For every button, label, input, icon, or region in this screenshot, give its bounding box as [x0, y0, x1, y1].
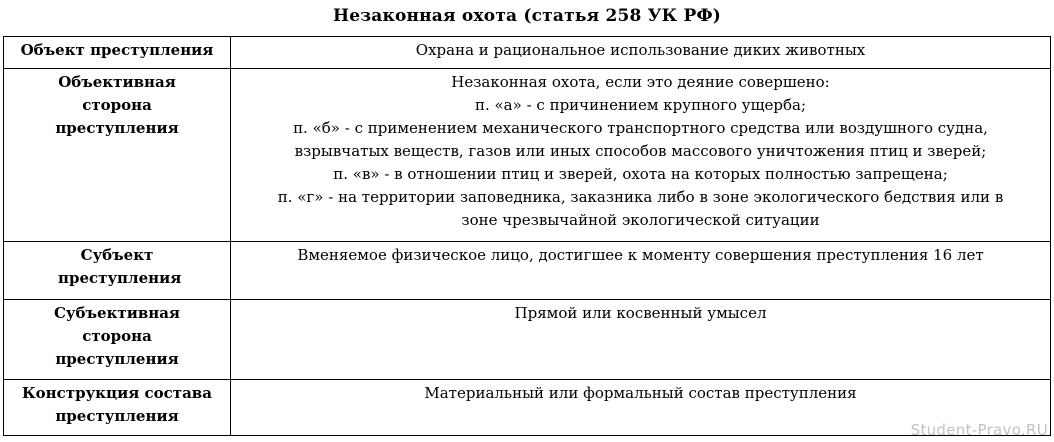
- row-content-subjective-side: [231, 300, 1051, 380]
- row-label-construction-text: Конструкция состава преступления: [22, 384, 212, 425]
- content-line: Прямой или косвенный умысел: [514, 304, 767, 322]
- content-line: взрывчатых веществ, газов или иных способов массового уничтожения птиц и зверей;: [294, 142, 987, 160]
- row-label-object: Объект преступления: [4, 37, 231, 69]
- table-row-construction: [4, 380, 1051, 436]
- content-line: п. «б» - с применением механического транспортного средства или воздушного судна,: [293, 119, 988, 137]
- table-row-objective-side: [4, 69, 1051, 242]
- content-line: Незаконная охота, если это деяние совершено:: [451, 73, 830, 91]
- content-line: п. «а» - с причинением крупного ущерба;: [474, 96, 807, 114]
- row-label-objective-side: [4, 69, 231, 242]
- row-label-subject: [4, 242, 231, 300]
- crime-elements-table: [3, 36, 1051, 436]
- row-content-subject: [231, 242, 1051, 300]
- table-row-subject: [4, 242, 1051, 300]
- table-row-object: [4, 37, 1051, 69]
- page-title: Незаконная охота (статья 258 УК РФ): [332, 6, 722, 26]
- row-label-subjective-side-text: Субъективная сторона преступления: [53, 304, 181, 368]
- row-content-objective-side: [231, 69, 1051, 242]
- content-line: Охрана и рациональное использование диких животных: [415, 41, 866, 59]
- table-row-subjective-side: [4, 300, 1051, 380]
- content-line: п. «в» - в отношении птиц и зверей, охота на которых полностью запрещена;: [333, 165, 948, 183]
- content-line: Вменяемое физическое лицо, достигшее к моменту совершения преступления 16 лет: [297, 246, 984, 264]
- content-line: Материальный или формальный состав преступления: [424, 384, 857, 402]
- content-line: п. «г» - на территории заповедника, заказника либо в зоне экологического бедствия или в зоне чрезвычайной экологической ситуации: [277, 188, 1004, 229]
- row-label-construction: [4, 380, 231, 436]
- row-label-subjective-side: [4, 300, 231, 380]
- row-label-objective-side-text: Объективная сторона преступления: [55, 73, 179, 137]
- row-content-object: [231, 37, 1051, 69]
- watermark-text: Student-Pravo.RU: [910, 421, 1048, 439]
- row-label-subject-text: Субъект преступления: [58, 246, 182, 287]
